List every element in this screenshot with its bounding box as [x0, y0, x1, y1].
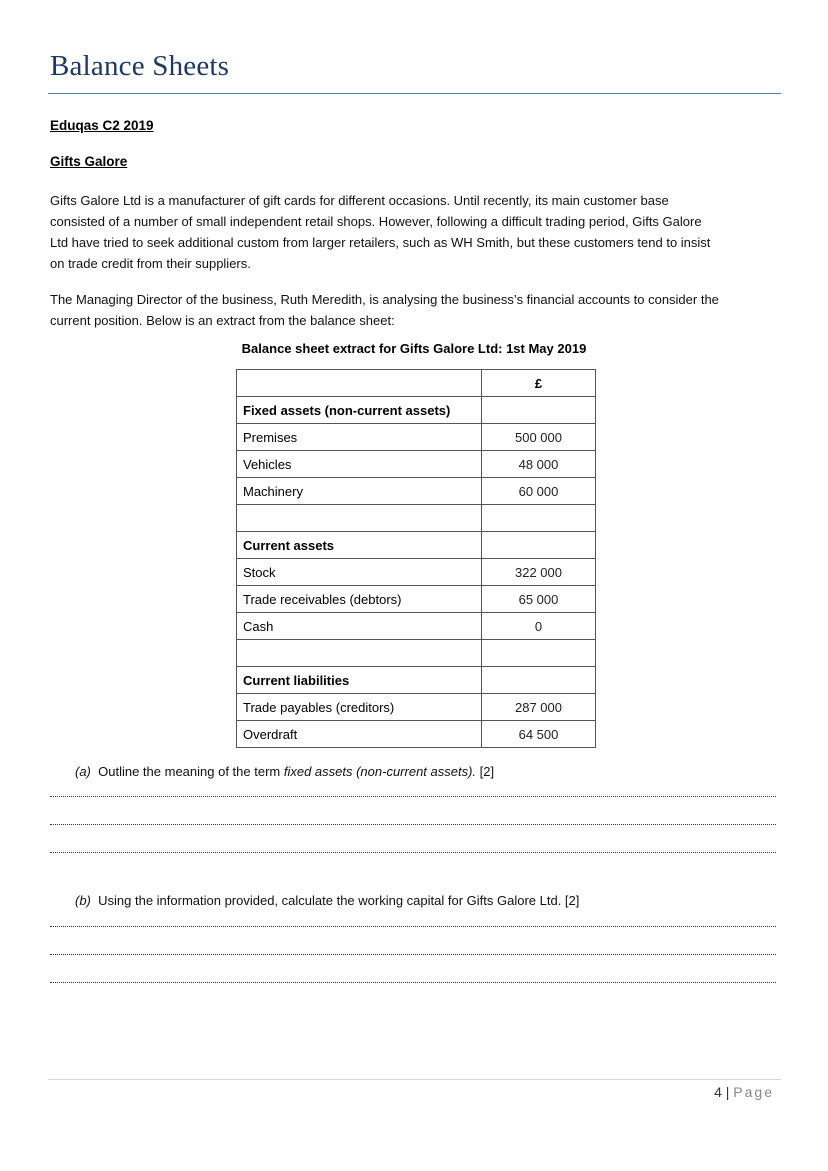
table-row [237, 478, 596, 505]
para-line: Ltd have tried to seek additional custom from larger retailers, such as WH Smith, but these customers tend to insist [50, 235, 711, 250]
page-separator: | [725, 1084, 730, 1100]
page-number-value: 4 [714, 1084, 722, 1100]
question-b-label: (b) [75, 893, 91, 908]
table-row [237, 424, 596, 451]
row-value: 48 000 [482, 451, 596, 478]
question-a-label: (a) [75, 764, 91, 779]
question-a-text: Outline the meaning of the term [98, 764, 284, 779]
case-study-heading: Gifts Galore [50, 154, 128, 169]
page-word: Page [733, 1084, 774, 1100]
table-row [237, 505, 596, 532]
currency-header: £ [482, 370, 596, 397]
row-value: 500 000 [482, 424, 596, 451]
footer-divider [48, 1079, 781, 1080]
answer-line[interactable] [50, 954, 776, 955]
para-line: Gifts Galore Ltd is a manufacturer of gift cards for different occasions. Until recently, its main customer base [50, 193, 669, 208]
table-row [237, 640, 596, 667]
row-label: Stock [237, 559, 482, 586]
row-value: 65 000 [482, 586, 596, 613]
section-heading: Fixed assets (non-current assets) [237, 397, 482, 424]
question-a-marks: [2] [476, 764, 495, 779]
question-a [75, 764, 494, 779]
row-label: Premises [237, 424, 482, 451]
answer-line[interactable] [50, 824, 776, 825]
page-number [714, 1084, 774, 1100]
row-label: Trade payables (creditors) [237, 694, 482, 721]
row-label: Vehicles [237, 451, 482, 478]
section-heading: Current liabilities [237, 667, 482, 694]
answer-line[interactable] [50, 852, 776, 853]
row-label: Trade receivables (debtors) [237, 586, 482, 613]
answer-line[interactable] [50, 796, 776, 797]
question-a-term: fixed assets (non-current assets). [283, 764, 477, 779]
exam-heading: Eduqas C2 2019 [50, 118, 154, 133]
table-caption: Balance sheet extract for Gifts Galore Ltd: 1st May 2019 [241, 341, 587, 356]
table-row [237, 370, 596, 397]
balance-sheet-table [236, 369, 596, 748]
table-row [237, 451, 596, 478]
table-row [237, 586, 596, 613]
table-row [237, 721, 596, 748]
section-heading: Current assets [237, 532, 482, 559]
table-row [237, 613, 596, 640]
table-row [237, 397, 596, 424]
answer-line[interactable] [50, 982, 776, 983]
table-row [237, 532, 596, 559]
para-line: consisted of a number of small independent retail shops. However, following a difficult trading period, Gifts Galore [50, 214, 702, 229]
para-line: The Managing Director of the business, Ruth Meredith, is analysing the business’s financial accounts to consider the [50, 292, 719, 307]
row-value: 60 000 [482, 478, 596, 505]
title-divider [48, 93, 781, 94]
row-value: 64 500 [482, 721, 596, 748]
para-line: current position. Below is an extract from the balance sheet: [50, 313, 395, 328]
intro-paragraph [50, 190, 780, 274]
row-value: 287 000 [482, 694, 596, 721]
question-b-text: Using the information provided, calculate the working capital for Gifts Galore Ltd. [2] [98, 893, 580, 908]
table-row [237, 667, 596, 694]
row-label: Overdraft [237, 721, 482, 748]
answer-line[interactable] [50, 926, 776, 927]
para-line: on trade credit from their suppliers. [50, 256, 251, 271]
row-label: Cash [237, 613, 482, 640]
context-paragraph [50, 289, 780, 331]
table-row [237, 559, 596, 586]
question-b [75, 893, 579, 908]
page-title: Balance Sheets [50, 50, 230, 82]
row-label: Machinery [237, 478, 482, 505]
table-row [237, 694, 596, 721]
row-value: 322 000 [482, 559, 596, 586]
row-value: 0 [482, 613, 596, 640]
